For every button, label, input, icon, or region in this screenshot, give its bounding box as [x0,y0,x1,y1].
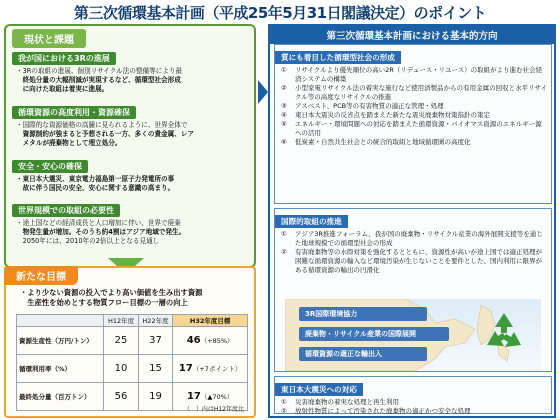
new-goals-header: 新たな目標 [4,266,78,285]
section-line: メタルが廃棄物として埋立処分。 [16,139,122,148]
subsection-heading: 質にも着目した循環型社会の形成 [275,51,401,64]
section-line: 資源制約が強まると予想される一方、多くの貴金属、レア [16,130,195,139]
basic-direction-header: 第三次循環基本計画における基本的方向 [270,26,554,44]
table-row: 資源生産性（万円/トン） 25 37 46（+85%） [17,327,248,355]
section-line: 故に伴う国民の安全、安心に関する意識の高まり。 [16,184,175,193]
list-item: ② 有害廃棄物等の水際対策を強化するとともに、資源性が高いが途上国では適正処理が困難な循環資源の輸入など環境汚染が生じないことを要件とした、国内利用に限界がある循環資源の輸出の円滑化 [281,248,542,274]
section-heading: 我が国における3Rの進展 [12,52,116,65]
section-3r-progress [12,46,250,95]
earthquake-response-section [274,376,552,414]
right-arrow-icon [258,80,268,104]
goals-description: ・より少ない資源の投入でより高い価値を生み出す資源 生産性を始めとする物質フロー目標の一層の向上 [20,288,203,307]
section-line: ・国際的な資源価格の高騰に見られるように、世界全体で [16,121,188,129]
current-status-panel [4,24,256,268]
recycle-icon [481,309,527,355]
section-heading: 安全・安心の確保 [12,160,88,173]
quality-society-section [274,44,552,204]
section-safety [12,154,250,193]
section-line: 物発生量が増加。そのうち約4割はアジア地域で発生。 [16,228,186,237]
table-header: H22年度 [138,315,172,327]
section-heading: 循環資源の高度利用・資源確保 [12,106,136,119]
table-note: （ ）内はH12年度比 [183,406,244,413]
section-line: に向けた取組は着実に進展。 [16,85,109,94]
table-header [17,315,104,327]
list-item: ⑥ 低炭素・自然共生社会との統合的取組と地域循環圏の高度化 [281,138,471,146]
table-row: 循環利用率（%） 10 15 17（+7ポイント） [17,355,248,383]
list-item: ③ アスベスト、PCB等の有害物質の適正な管理・処理 [281,102,444,110]
banner-3r-cooperation: 3R国際環境協力 [299,307,427,321]
list-item: ① アジア3R推進フォーラム、我が国の廃棄物・リサイクル産業の海外展開支援等を通じた地球規模での循環型社会の形成 [281,230,543,247]
page-title: 第三次循環基本計画（平成25年5月31日閣議決定）のポイント [73,4,487,22]
new-goals-panel [4,266,256,418]
banner-industry-expansion: 廃棄物・リサイクル産業の国際展開 [299,327,449,341]
section-line: ・東日本大震災、東京電力福島第一原子力発電所の事 [16,175,175,183]
section-line: ・途上国などの経済成長と人口増加に伴い、世界で廃棄 [16,219,181,227]
section-line: ・3Rの取組の進展、個別リサイクル法の整備等により最 [16,67,183,75]
asia-map-illustration [285,299,541,371]
section-resource-use [12,100,250,149]
basic-direction-panel [268,24,556,418]
section-global [12,198,250,247]
current-status-header: 現状と課題 [12,29,86,48]
list-item: ① リサイクルより優先順位の高い2R（リデュース・リユース）の取組がより進む社会経済システムの構築 [281,66,543,83]
subsection-heading: 国際的取組の推進 [275,215,348,228]
section-line: 終処分量の大幅削減が実現するなど、循環型社会形成 [16,76,181,85]
list-item: ① 災害廃棄物の着実な処理と再生利用 [281,398,399,406]
goals-table [16,314,248,411]
section-heading: 世界規模での取組の必要性 [12,204,120,217]
list-item: ② 小型家電リサイクル法の着実な施行など使用済製品からの有用金属の回収と水平リサイクル等の高度なリサイクルの推進 [281,84,548,101]
section-line: 2050年には、2010年の2倍以上となる見通し [16,237,160,246]
banner-resource-trade: 循環資源の適正な輸出入 [299,347,427,361]
table-row: 最終処分量（百万トン） 56 19 17（▲70%） [17,383,248,411]
table-header: H12年度 [104,315,138,327]
table-header: H32年度目標 [173,315,248,327]
subsection-heading: 東日本大震災への対応 [275,383,363,396]
international-section [274,208,552,372]
list-item: ② 放射性物質によって汚染された廃棄物の適正かつ安全な処理 [281,407,471,415]
list-item: ⑤ エネルギー・環境問題への対応を踏まえた循環資源・バイオマス資源のエネルギー源への活用 [281,120,542,137]
list-item: ④ 東日本大震災の反省点を踏まえた新たな震災廃棄物対策指針の策定 [281,111,490,119]
